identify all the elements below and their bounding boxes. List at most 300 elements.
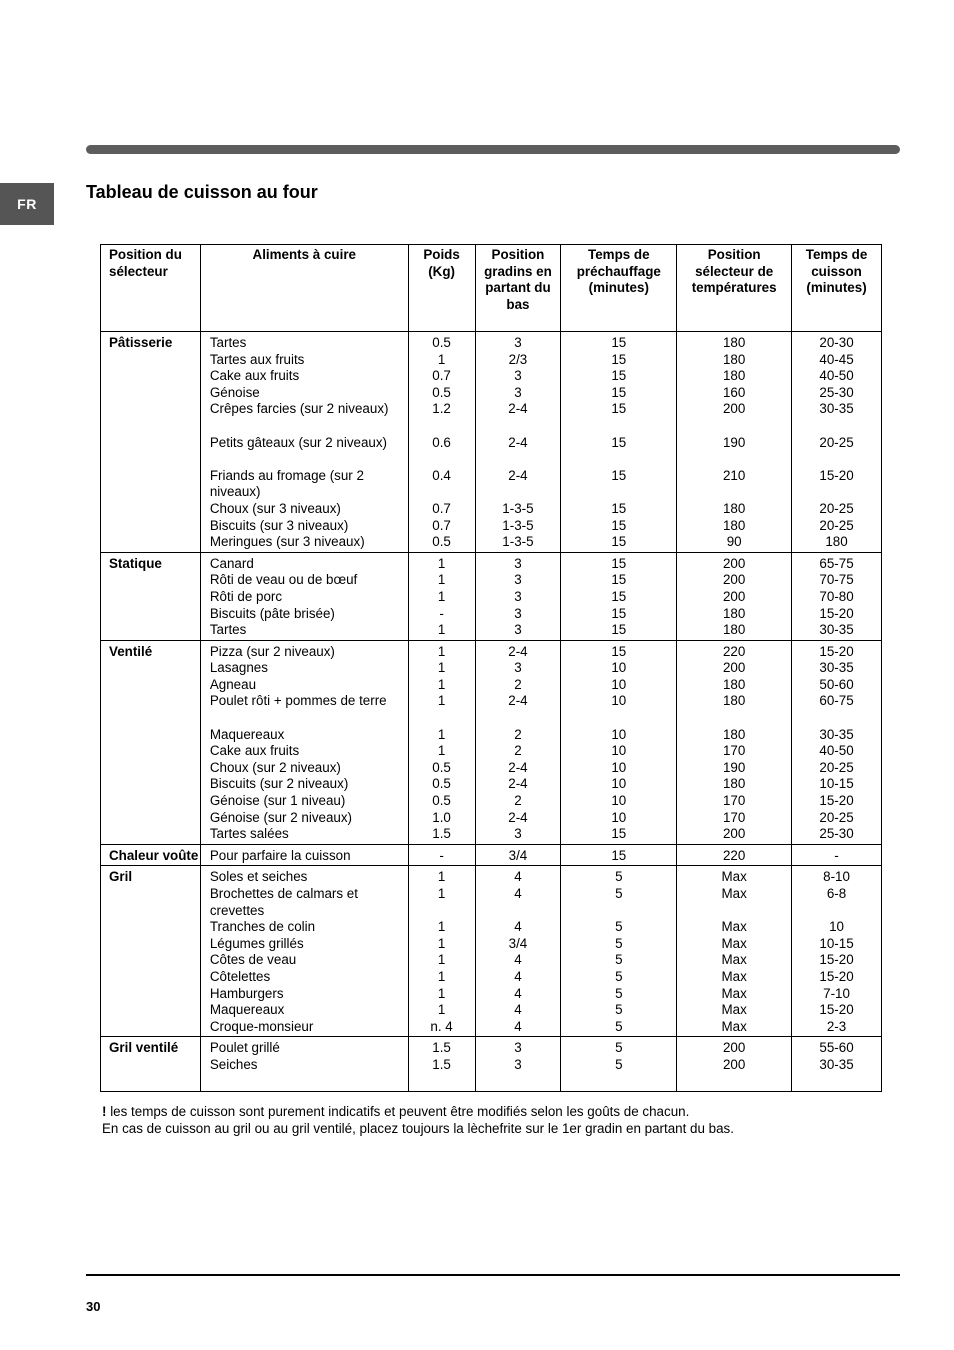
cell-line: 15 bbox=[611, 401, 627, 417]
cell-line: Brochettes de calmars et crevettes bbox=[209, 886, 358, 918]
bottom-rule bbox=[86, 1274, 900, 1276]
cell-line: 2-4 bbox=[508, 776, 528, 792]
cell-line: 15 bbox=[611, 643, 627, 659]
cell-line: 170 bbox=[722, 809, 746, 825]
cell-line: 5 bbox=[615, 919, 623, 935]
cell-line: 15 bbox=[611, 605, 627, 621]
cell-line: 10 bbox=[611, 759, 627, 775]
temp-cell bbox=[677, 332, 792, 553]
cell-line: 4 bbox=[514, 1018, 522, 1034]
cell-line: - bbox=[834, 847, 839, 863]
cell-line: 8-10 bbox=[823, 869, 850, 885]
cell-line: 0.5 bbox=[432, 534, 451, 550]
weight-cell bbox=[408, 866, 475, 1037]
cell-line: 65-75 bbox=[819, 555, 854, 571]
cell-line: 200 bbox=[722, 555, 746, 571]
level-cell bbox=[475, 332, 561, 553]
cell-line: 15-20 bbox=[819, 793, 854, 809]
note-line-1 bbox=[102, 1103, 734, 1120]
temp-cell bbox=[677, 866, 792, 1037]
cell-line: 20-25 bbox=[819, 500, 854, 516]
cell-line: 2 bbox=[514, 676, 522, 692]
cell-line: 2-3 bbox=[826, 1018, 847, 1034]
cell-line: 3 bbox=[514, 622, 522, 638]
cell-line: 0.7 bbox=[432, 517, 451, 533]
cell-line: 0.7 bbox=[432, 368, 451, 384]
cell-line: 15-20 bbox=[819, 467, 854, 483]
cell-line: 5 bbox=[615, 869, 623, 885]
cell-line: 3 bbox=[514, 555, 522, 571]
cell-line: 5 bbox=[615, 1018, 623, 1034]
cell-line: 3 bbox=[514, 605, 522, 621]
cell-line: 1 bbox=[437, 1002, 446, 1018]
category-cell: Gril ventilé bbox=[101, 1037, 201, 1091]
cell-line: 0.7 bbox=[432, 500, 451, 516]
cell-line: 1 bbox=[437, 588, 446, 604]
cell-line: 60-75 bbox=[819, 693, 854, 709]
cell-line: 1 bbox=[437, 643, 446, 659]
note-text-1: les temps de cuisson sont purement indicatifs et peuvent être modifiés selon les goûts de chacun. bbox=[110, 1104, 690, 1119]
cell-line: 5 bbox=[615, 968, 623, 984]
cell-line: 220 bbox=[722, 847, 746, 863]
cell-line: 180 bbox=[825, 534, 848, 550]
cell-line: 15 bbox=[611, 622, 627, 638]
table-row bbox=[101, 640, 882, 844]
cell-line: 15 bbox=[611, 534, 627, 550]
cell-line: 40-50 bbox=[819, 368, 854, 384]
spacer bbox=[792, 1074, 881, 1090]
time-cell bbox=[792, 332, 882, 553]
cell-line: 1.5 bbox=[432, 826, 451, 842]
cell-line: 25-30 bbox=[819, 384, 854, 400]
cell-line: Max bbox=[721, 985, 747, 1001]
language-tab: FR bbox=[0, 183, 54, 225]
spacer bbox=[210, 1074, 408, 1090]
cell-line: 5 bbox=[615, 935, 623, 951]
table-header-row bbox=[101, 245, 882, 332]
cell-line: 1 bbox=[437, 919, 446, 935]
cell-line: Max bbox=[721, 886, 747, 901]
col-header-position: Position du sélecteur bbox=[101, 245, 201, 332]
cell-line: 15 bbox=[611, 467, 627, 483]
cell-line: 2-4 bbox=[508, 759, 528, 775]
cell-line: 1 bbox=[437, 726, 446, 742]
cell-line: Pour parfaire la cuisson bbox=[209, 847, 351, 863]
cell-line: 5 bbox=[615, 985, 623, 1001]
cell-line: Biscuits (sur 3 niveaux) bbox=[209, 517, 349, 533]
cell-line: Hamburgers bbox=[209, 985, 284, 1001]
cell-line: Max bbox=[721, 919, 747, 935]
cell-line: 70-80 bbox=[819, 588, 854, 604]
cell-line: - bbox=[439, 605, 444, 621]
cell-line: 3/4 bbox=[508, 935, 528, 951]
cell-line: 5 bbox=[615, 952, 623, 968]
cell-line: 180 bbox=[722, 676, 746, 692]
cell-line: Maquereaux bbox=[209, 1002, 285, 1018]
level-cell bbox=[475, 844, 561, 866]
cell-line: 220 bbox=[722, 643, 746, 659]
cell-line: 15-20 bbox=[819, 968, 854, 984]
cell-line: 200 bbox=[722, 588, 746, 604]
cell-line: 15 bbox=[611, 588, 627, 604]
food-cell bbox=[200, 640, 408, 844]
col-header-prechauffage: Temps de préchauffage (minutes) bbox=[561, 245, 677, 332]
cell-line: 2-4 bbox=[508, 809, 528, 825]
cell-line: 2 bbox=[514, 743, 522, 759]
level-cell bbox=[475, 1037, 561, 1091]
cell-line: 180 bbox=[722, 368, 746, 384]
table-row bbox=[101, 866, 882, 1037]
cell-line: 1 bbox=[437, 743, 446, 759]
cell-line: 40-50 bbox=[819, 743, 854, 759]
cell-line: 180 bbox=[722, 726, 746, 742]
cell-line: 160 bbox=[722, 384, 746, 400]
cell-line: 3 bbox=[514, 1056, 522, 1072]
level-cell bbox=[475, 552, 561, 640]
cell-line: 210 bbox=[722, 467, 746, 483]
cell-line: 3 bbox=[514, 335, 522, 350]
cell-line: Tartes bbox=[209, 335, 247, 350]
cell-line: 4 bbox=[514, 869, 522, 885]
table-row bbox=[101, 332, 882, 553]
preheat-cell bbox=[561, 332, 677, 553]
cell-line: 1 bbox=[437, 660, 446, 676]
cell-line: 180 bbox=[722, 500, 746, 516]
page-number: 30 bbox=[86, 1299, 101, 1314]
cell-line: 1 bbox=[437, 869, 446, 885]
weight-cell bbox=[408, 552, 475, 640]
preheat-cell bbox=[561, 844, 677, 866]
cell-line: 200 bbox=[722, 660, 746, 676]
temp-cell bbox=[677, 1037, 792, 1091]
cell-line: 1 bbox=[437, 622, 446, 638]
cell-line: 170 bbox=[722, 743, 746, 759]
table-row bbox=[101, 1037, 882, 1091]
cell-line: 1.5 bbox=[432, 1056, 451, 1072]
cell-line: 180 bbox=[722, 622, 746, 638]
cell-line: Max bbox=[721, 869, 747, 885]
cell-line: 15 bbox=[611, 384, 627, 400]
cell-line: 55-60 bbox=[819, 1040, 854, 1056]
cell-line: 1 bbox=[437, 572, 446, 588]
cell-line: 5 bbox=[615, 1002, 623, 1018]
temp-cell bbox=[677, 844, 792, 866]
cell-line: Max bbox=[721, 1002, 747, 1018]
cell-line: 10 bbox=[611, 793, 627, 809]
cell-line: 20-25 bbox=[819, 809, 854, 825]
cell-line: 2-4 bbox=[508, 693, 528, 709]
cell-line: 20-25 bbox=[819, 434, 854, 450]
cell-line: 1 bbox=[437, 985, 446, 1001]
spacer bbox=[677, 1074, 791, 1090]
level-cell bbox=[475, 640, 561, 844]
cell-line: Meringues (sur 3 niveaux) bbox=[209, 534, 365, 550]
cell-line: 1 bbox=[437, 968, 446, 984]
cell-line: Biscuits (pâte brisée) bbox=[209, 605, 335, 621]
cell-line: 15-20 bbox=[819, 952, 854, 968]
cell-line: 20-30 bbox=[819, 335, 854, 350]
cell-line: n. 4 bbox=[430, 1018, 453, 1034]
cell-line: 2-4 bbox=[508, 643, 528, 659]
cell-line: 200 bbox=[722, 826, 746, 842]
cell-line: 180 bbox=[722, 335, 746, 350]
cell-line: 30-35 bbox=[819, 1056, 854, 1072]
cell-line: Légumes grillés bbox=[209, 935, 304, 951]
category-cell: Ventilé bbox=[101, 640, 201, 844]
preheat-cell bbox=[561, 866, 677, 1037]
cell-line: 30-35 bbox=[819, 401, 854, 417]
cell-line: 4 bbox=[514, 952, 522, 968]
food-cell bbox=[200, 844, 408, 866]
cell-line: 200 bbox=[722, 401, 746, 417]
cell-line: 10 bbox=[611, 676, 627, 692]
cell-line: 10 bbox=[611, 809, 627, 825]
preheat-cell bbox=[561, 552, 677, 640]
spacer bbox=[561, 1074, 676, 1090]
weight-cell bbox=[408, 332, 475, 553]
cell-line: Crêpes farcies (sur 2 niveaux) bbox=[209, 401, 389, 417]
cell-line: 30-35 bbox=[819, 726, 854, 742]
cell-line: 1 bbox=[437, 693, 446, 709]
col-header-cuisson: Temps de cuisson (minutes) bbox=[792, 245, 882, 332]
cell-line: 1-3-5 bbox=[502, 517, 534, 533]
preheat-cell bbox=[561, 640, 677, 844]
cell-line: Max bbox=[721, 1018, 747, 1034]
cell-line: Rôti de porc bbox=[209, 588, 283, 604]
food-cell bbox=[200, 1037, 408, 1091]
cell-line: Max bbox=[721, 935, 747, 951]
cell-line: Poulet grillé bbox=[209, 1040, 280, 1056]
cell-line: 5 bbox=[615, 886, 623, 901]
cell-line: 3 bbox=[514, 660, 522, 676]
cell-line: 90 bbox=[726, 534, 742, 550]
weight-cell bbox=[408, 1037, 475, 1091]
cell-line: 6-8 bbox=[826, 886, 847, 901]
cell-line: 3 bbox=[514, 368, 522, 384]
cell-line: 200 bbox=[722, 572, 746, 588]
cell-line: 1.0 bbox=[432, 809, 451, 825]
cell-line: Choux (sur 2 niveaux) bbox=[209, 759, 341, 775]
cell-line: Génoise bbox=[209, 384, 260, 400]
cell-line: 3 bbox=[514, 588, 522, 604]
cell-line: Soles et seiches bbox=[209, 869, 308, 885]
cell-line: 3 bbox=[514, 1040, 522, 1056]
food-cell bbox=[200, 332, 408, 553]
cell-line: Maquereaux bbox=[209, 726, 285, 742]
cell-line: 0.5 bbox=[432, 776, 451, 792]
cell-line: 15 bbox=[611, 572, 627, 588]
cell-line: 0.5 bbox=[432, 759, 451, 775]
cell-line: 1.5 bbox=[432, 1040, 451, 1056]
category-cell: Pâtisserie bbox=[101, 332, 201, 553]
cell-line: 0.5 bbox=[432, 335, 451, 350]
cell-line: 15-20 bbox=[819, 605, 854, 621]
cell-line: Seiches bbox=[209, 1056, 258, 1072]
cell-line: 200 bbox=[722, 1056, 746, 1072]
cell-line: 1 bbox=[437, 351, 446, 367]
cell-line: 180 bbox=[722, 517, 746, 533]
cell-line: 15 bbox=[611, 335, 627, 350]
cell-line: 180 bbox=[722, 605, 746, 621]
cell-line: 5 bbox=[615, 1056, 623, 1072]
cell-line: 170 bbox=[722, 793, 746, 809]
cell-line: Côtes de veau bbox=[209, 952, 297, 968]
cell-line: 5 bbox=[615, 1040, 623, 1056]
food-cell bbox=[200, 552, 408, 640]
cell-line: 10-15 bbox=[819, 776, 854, 792]
cell-line: 1 bbox=[437, 555, 446, 571]
cell-line: 15-20 bbox=[819, 1002, 854, 1018]
cell-line: 180 bbox=[722, 351, 746, 367]
cell-line: 10 bbox=[611, 776, 627, 792]
cell-line: 15 bbox=[611, 368, 627, 384]
table-row bbox=[101, 552, 882, 640]
col-header-temperature: Position sélecteur de températures bbox=[677, 245, 792, 332]
cell-line: 15 bbox=[611, 555, 627, 571]
cell-line: 0.6 bbox=[432, 434, 451, 450]
table-row bbox=[101, 844, 882, 866]
category-cell: Gril bbox=[101, 866, 201, 1037]
table-body bbox=[101, 332, 882, 1092]
cell-line: 15 bbox=[611, 517, 627, 533]
top-rule bbox=[86, 145, 900, 154]
cell-line: - bbox=[439, 847, 444, 863]
weight-cell bbox=[408, 844, 475, 866]
cell-line: 180 bbox=[722, 693, 746, 709]
cell-line: 2/3 bbox=[508, 351, 528, 367]
col-header-poids: Poids (Kg) bbox=[408, 245, 475, 332]
cell-line: 4 bbox=[514, 1002, 522, 1018]
time-cell bbox=[792, 552, 882, 640]
cell-line: Cake aux fruits bbox=[209, 368, 300, 384]
cell-line: 15 bbox=[611, 434, 627, 450]
time-cell bbox=[792, 844, 882, 866]
cell-line: 15 bbox=[611, 847, 627, 863]
cell-line: 0.4 bbox=[432, 467, 451, 483]
time-cell bbox=[792, 1037, 882, 1091]
cell-line: Pizza (sur 2 niveaux) bbox=[209, 643, 335, 659]
cell-line: 30-35 bbox=[819, 622, 854, 638]
cell-line: 50-60 bbox=[819, 676, 854, 692]
cell-line: 25-30 bbox=[819, 826, 854, 842]
cell-line: 15 bbox=[611, 351, 627, 367]
cell-line: Agneau bbox=[209, 676, 257, 692]
time-cell bbox=[792, 640, 882, 844]
cooking-table bbox=[100, 244, 882, 1092]
cell-line: Tartes bbox=[209, 622, 247, 638]
cell-line: Tartes aux fruits bbox=[209, 351, 305, 367]
cell-line: Lasagnes bbox=[209, 660, 268, 676]
cell-line: Max bbox=[721, 952, 747, 968]
cell-line: 15 bbox=[611, 500, 627, 516]
cell-line: Tranches de colin bbox=[209, 919, 316, 935]
time-cell bbox=[792, 866, 882, 1037]
page-title: Tableau de cuisson au four bbox=[86, 182, 318, 202]
cell-line: 1 bbox=[437, 952, 446, 968]
spacer bbox=[476, 1074, 561, 1090]
cell-line: 15-20 bbox=[819, 643, 854, 659]
cell-line: 3/4 bbox=[508, 847, 528, 863]
temp-cell bbox=[677, 552, 792, 640]
cell-line: 20-25 bbox=[819, 759, 854, 775]
cell-line: 10 bbox=[611, 660, 627, 676]
cell-line: 70-75 bbox=[819, 572, 854, 588]
cell-line: 2 bbox=[514, 726, 522, 742]
cell-line: 30-35 bbox=[819, 660, 854, 676]
cell-line: 1-3-5 bbox=[502, 534, 534, 550]
cell-line: 10 bbox=[611, 693, 627, 709]
cell-line: 2-4 bbox=[508, 434, 528, 450]
cell-line: Friands au fromage (sur 2 niveaux) bbox=[209, 467, 364, 500]
cell-line: Rôti de veau ou de bœuf bbox=[209, 572, 358, 588]
cell-line: Max bbox=[721, 968, 747, 984]
cell-line: 4 bbox=[514, 919, 522, 935]
cell-line: Croque-monsieur bbox=[209, 1018, 314, 1034]
cell-line: 15 bbox=[611, 826, 627, 842]
cell-line: 0.5 bbox=[432, 793, 451, 809]
cell-line: 3 bbox=[514, 572, 522, 588]
cell-line: 3 bbox=[514, 826, 522, 842]
temp-cell bbox=[677, 640, 792, 844]
cell-line: Biscuits (sur 2 niveaux) bbox=[209, 776, 349, 792]
cell-line: Côtelettes bbox=[209, 968, 271, 984]
cell-line: 1 bbox=[437, 935, 446, 951]
spacer bbox=[409, 1074, 475, 1090]
cell-line: 4 bbox=[514, 968, 522, 984]
cell-line: 190 bbox=[722, 759, 746, 775]
cell-line: Génoise (sur 1 niveau) bbox=[209, 793, 346, 809]
cell-line: 1 bbox=[437, 676, 446, 692]
cell-line: 180 bbox=[722, 776, 746, 792]
cell-line: 2 bbox=[514, 793, 522, 809]
cell-line: Génoise (sur 2 niveaux) bbox=[209, 809, 353, 825]
category-cell: Statique bbox=[101, 552, 201, 640]
level-cell bbox=[475, 866, 561, 1037]
notes bbox=[102, 1103, 734, 1137]
cell-line: 190 bbox=[722, 434, 746, 450]
weight-cell bbox=[408, 640, 475, 844]
cell-line: 200 bbox=[722, 1040, 746, 1056]
cell-line: 1.2 bbox=[432, 401, 451, 417]
cell-line: 2-4 bbox=[508, 467, 528, 483]
cell-line: 0.5 bbox=[432, 384, 451, 400]
category-cell: Chaleur voûte bbox=[101, 844, 201, 866]
cell-line: 10-15 bbox=[819, 935, 854, 951]
cell-line: Cake aux fruits bbox=[209, 743, 300, 759]
cell-line: 4 bbox=[514, 985, 522, 1001]
cell-line: 10 bbox=[829, 919, 844, 935]
food-cell bbox=[200, 866, 408, 1037]
cell-line: Petits gâteaux (sur 2 niveaux) bbox=[209, 434, 388, 450]
note-line-2: En cas de cuisson au gril ou au gril ventilé, placez toujours la lèchefrite sur le 1er gradin en partant du bas. bbox=[102, 1121, 734, 1136]
cell-line: 40-45 bbox=[819, 351, 854, 367]
cell-line: 1-3-5 bbox=[502, 500, 534, 516]
cell-line: 2-4 bbox=[508, 401, 528, 417]
col-header-aliments: Aliments à cuire bbox=[200, 245, 408, 332]
cell-line: Poulet rôti + pommes de terre bbox=[209, 693, 387, 709]
cell-line: 10 bbox=[611, 743, 627, 759]
cell-line: Tartes salées bbox=[209, 826, 289, 842]
cell-line: 1 bbox=[437, 886, 446, 901]
cell-line: 7-10 bbox=[823, 985, 850, 1001]
cell-line: 3 bbox=[514, 384, 522, 400]
cell-line: Canard bbox=[209, 555, 254, 571]
cell-line: Choux (sur 3 niveaux) bbox=[209, 500, 341, 516]
cell-line: 4 bbox=[514, 886, 522, 901]
col-header-gradins: Position gradins en partant du bas bbox=[475, 245, 561, 332]
cell-line: 10 bbox=[611, 726, 627, 742]
preheat-cell bbox=[561, 1037, 677, 1091]
